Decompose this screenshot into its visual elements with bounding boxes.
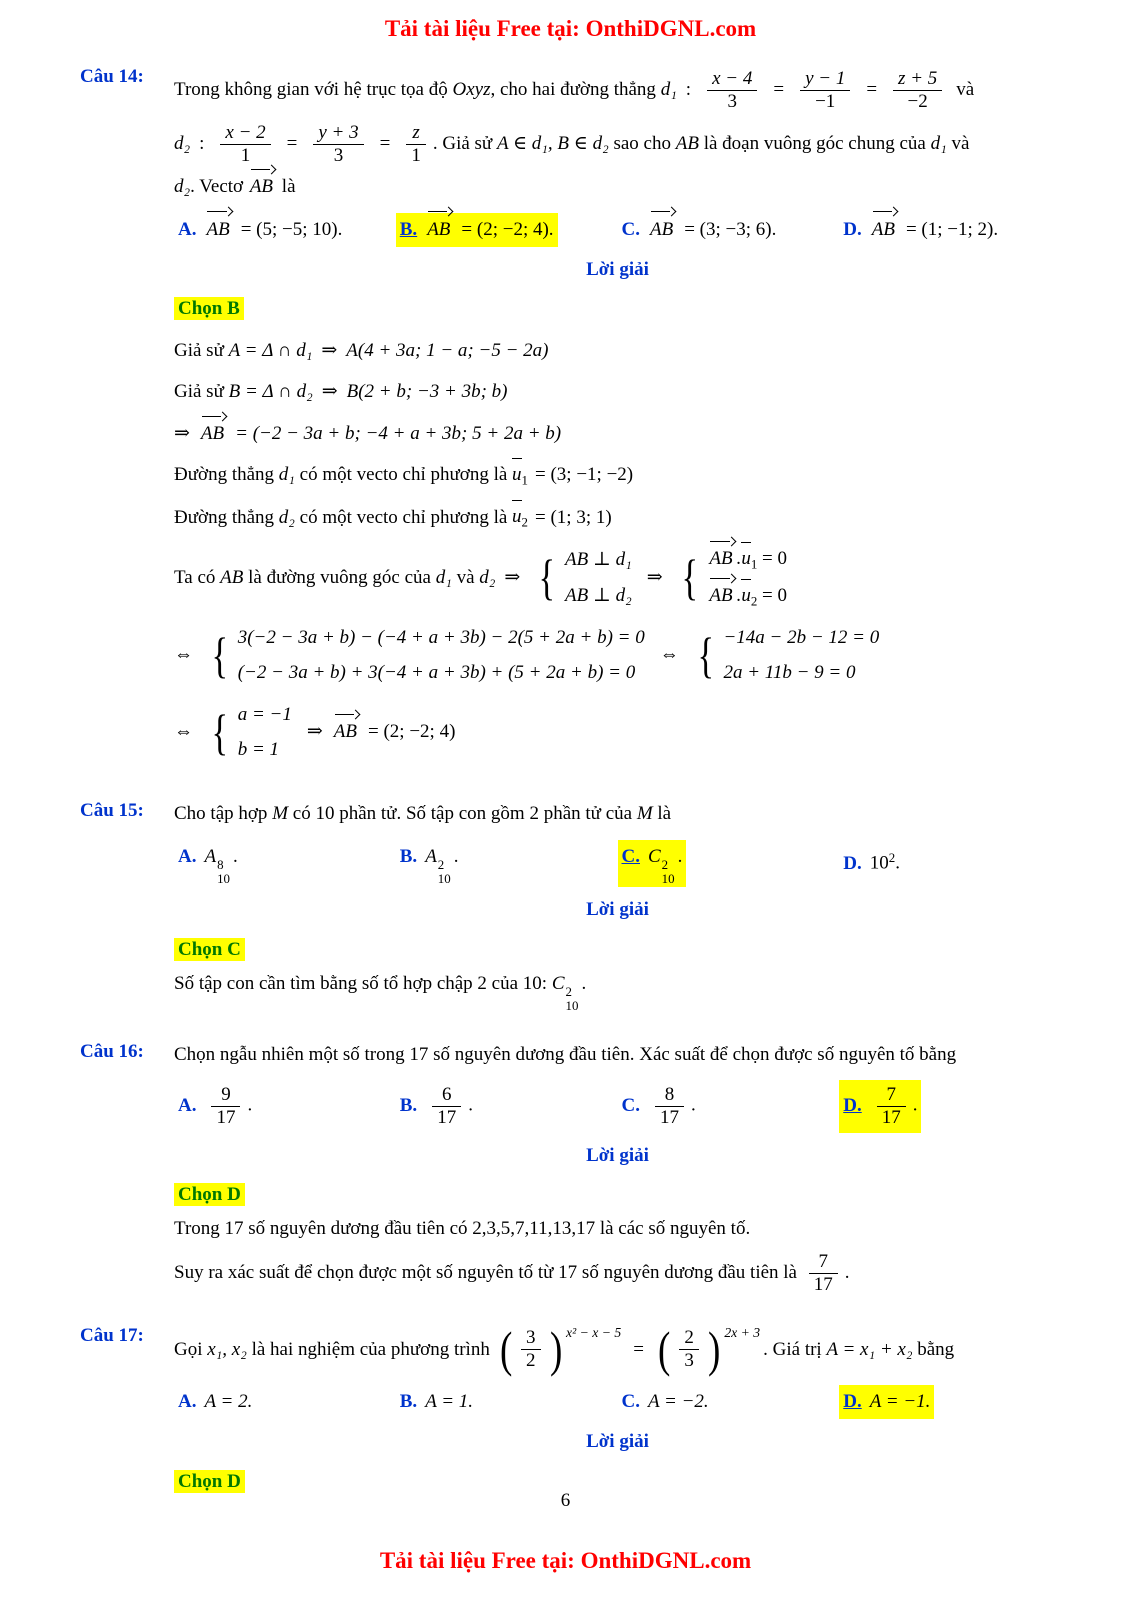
operator: = bbox=[633, 1338, 644, 1360]
choice-value: A = −2. bbox=[647, 1391, 709, 1413]
q16-statement bbox=[174, 1040, 1061, 1070]
fraction-denominator: −1 bbox=[800, 90, 850, 113]
question-14 bbox=[80, 62, 1061, 776]
fraction bbox=[809, 1251, 838, 1296]
text-run: là đường vuông góc của bbox=[243, 566, 436, 588]
math-run: AB bbox=[220, 566, 244, 588]
choice-content bbox=[174, 1385, 256, 1419]
dot-operator: . bbox=[736, 548, 742, 570]
loi-giai-heading: Lời giải bbox=[586, 1431, 649, 1453]
math-run: d₂ bbox=[479, 566, 496, 588]
fraction-denominator: 17 bbox=[211, 1106, 240, 1129]
math-run: = 0 bbox=[757, 548, 787, 570]
fraction-numerator: z + 5 bbox=[898, 68, 938, 89]
math-run: = (3; −1; −2) bbox=[535, 464, 634, 486]
power-expression bbox=[498, 1322, 622, 1378]
superscript: 2 bbox=[888, 850, 896, 866]
choice-a bbox=[174, 840, 396, 888]
fraction-denominator: 17 bbox=[432, 1106, 461, 1129]
fraction-denominator: 1 bbox=[406, 144, 426, 167]
dot-operator: . bbox=[736, 584, 742, 606]
fraction bbox=[707, 68, 757, 113]
chon-label: Chọn D bbox=[174, 1183, 245, 1206]
period: . bbox=[690, 1094, 696, 1116]
choice-content bbox=[396, 840, 463, 888]
text-run: bằng bbox=[912, 1338, 955, 1360]
subscript: 1 bbox=[750, 556, 758, 572]
math-run: d₁ bbox=[278, 464, 295, 486]
choice-b bbox=[396, 1385, 618, 1419]
choice-letter: D. bbox=[843, 1094, 862, 1116]
operator: = bbox=[379, 132, 391, 154]
correct-answer-highlight bbox=[839, 1385, 934, 1419]
choice-content bbox=[396, 1080, 477, 1133]
q14-choices bbox=[174, 213, 1061, 247]
system-row: AB ⊥ d₂ bbox=[565, 584, 632, 606]
text-run: và bbox=[946, 132, 970, 154]
choice-content bbox=[618, 1385, 713, 1419]
exponent: x² − x − 5 bbox=[566, 1325, 622, 1341]
solution-line bbox=[174, 336, 1061, 366]
period: . bbox=[468, 1094, 473, 1116]
choice-value: = (5; −5; 10). bbox=[240, 218, 343, 240]
choice-letter: B. bbox=[399, 218, 418, 240]
fraction-numerator: 7 bbox=[886, 1083, 896, 1105]
question-16 bbox=[80, 1037, 1061, 1302]
q15-solution bbox=[174, 969, 1061, 1014]
system-row: a = −1 bbox=[237, 703, 292, 725]
implies-arrow: ⇒ bbox=[321, 339, 338, 361]
math-run: d₁ bbox=[660, 79, 677, 101]
fraction-denominator: 3 bbox=[679, 1349, 699, 1372]
solution-line bbox=[174, 377, 1061, 407]
overline-u: u bbox=[512, 502, 522, 532]
text-run: . Giá trị bbox=[763, 1338, 827, 1360]
text-run: là đoạn vuông góc chung của bbox=[698, 132, 931, 154]
sup-sub-stack bbox=[438, 858, 451, 886]
fraction bbox=[800, 68, 850, 113]
period: . bbox=[844, 1261, 850, 1283]
superscript: 2 bbox=[661, 856, 669, 872]
math-run: A ∈ d₁, B ∈ d₂ bbox=[496, 132, 609, 154]
question-label: Câu 14: bbox=[80, 66, 144, 87]
fraction-numerator: z bbox=[412, 121, 420, 143]
text-run: Giả sử bbox=[174, 381, 229, 403]
vector-ab: AB bbox=[206, 214, 231, 246]
text-run: là bbox=[277, 176, 296, 198]
sup-sub-stack bbox=[566, 985, 579, 1013]
period: . bbox=[233, 845, 238, 867]
system-row bbox=[707, 544, 787, 575]
left-paren: ( bbox=[499, 1322, 512, 1378]
fraction-numerator: x − 4 bbox=[712, 68, 753, 89]
symbol-base: C bbox=[647, 845, 661, 867]
text-run: Đường thẳng bbox=[174, 464, 279, 486]
text-run: có 10 phần tử. Số tập con gồm 2 phần tử của bbox=[288, 803, 637, 825]
u-bar-sub bbox=[512, 502, 528, 533]
math-run: d₁ bbox=[435, 566, 452, 588]
text-run: Gọi bbox=[174, 1338, 208, 1360]
q16-solution-line2 bbox=[174, 1248, 1061, 1299]
system-row: AB ⊥ d₁ bbox=[565, 549, 632, 571]
choice-b bbox=[396, 840, 618, 888]
equation-system bbox=[535, 545, 631, 611]
system-rows bbox=[723, 623, 879, 689]
text-run: có một vecto chỉ phương là bbox=[294, 464, 513, 486]
math-run: AB bbox=[675, 132, 699, 154]
text-run: Chọn ngẫu nhiên một số trong 17 số nguyên dương đầu tiên. Xác suất để chọn được số nguyên tố bằng bbox=[174, 1043, 957, 1065]
choice-c bbox=[618, 213, 840, 247]
loi-giai-heading: Lời giải bbox=[586, 259, 649, 281]
question-body bbox=[174, 796, 1061, 1016]
choice-letter: A. bbox=[178, 845, 197, 867]
system-rows bbox=[238, 700, 292, 766]
chon-answer bbox=[174, 935, 1061, 965]
vector-ab: AB bbox=[427, 214, 452, 246]
chon-label: Chọn B bbox=[174, 297, 244, 320]
choice-letter: D. bbox=[843, 218, 862, 240]
vector-ab: AB bbox=[709, 581, 734, 611]
question-17 bbox=[80, 1321, 1061, 1501]
chon-answer bbox=[174, 1180, 1061, 1210]
sup-sub-stack bbox=[662, 858, 675, 886]
choice-value: A = 2. bbox=[204, 1391, 253, 1413]
math-run: A = x₁ + x₂ bbox=[826, 1338, 913, 1360]
solution-line bbox=[174, 502, 1061, 533]
implies-arrow: ⇒ bbox=[174, 422, 190, 444]
fraction-denominator: 1 bbox=[220, 144, 270, 167]
q14-statement-line1 bbox=[174, 65, 1061, 116]
right-paren: ) bbox=[549, 1322, 562, 1378]
symbol-base: A bbox=[425, 845, 437, 867]
text-run: Trong không gian với hệ trục tọa độ bbox=[174, 79, 453, 101]
choice-content bbox=[839, 213, 1002, 247]
correct-answer-highlight bbox=[839, 1080, 921, 1133]
text-run: . Giả sử bbox=[432, 132, 497, 154]
choice-value: A = 1. bbox=[425, 1391, 474, 1413]
text-run: sao cho bbox=[608, 132, 676, 154]
choice-c bbox=[618, 1385, 840, 1419]
left-brace: { bbox=[681, 550, 698, 606]
fraction bbox=[313, 122, 363, 167]
fraction-denominator: 3 bbox=[313, 144, 363, 167]
question-15 bbox=[80, 796, 1061, 1016]
period: . bbox=[453, 845, 459, 867]
exponent: 2x + 3 bbox=[724, 1325, 761, 1341]
choice-content bbox=[174, 1080, 256, 1133]
fraction-numerator: 9 bbox=[221, 1083, 231, 1105]
subscript: 1 bbox=[521, 472, 528, 488]
text-run: có một vecto chỉ phương là bbox=[294, 506, 513, 528]
text-run: và bbox=[451, 566, 480, 588]
text-run: và bbox=[956, 79, 975, 101]
period: . bbox=[677, 845, 683, 867]
overline-u: u bbox=[741, 544, 751, 574]
loi-giai-heading: Lời giải bbox=[586, 899, 649, 921]
q17-statement bbox=[174, 1322, 1061, 1378]
choice-value: = (1; −1; 2). bbox=[905, 218, 999, 240]
text-run: Giả sử bbox=[174, 339, 229, 361]
fraction-numerator: x − 2 bbox=[225, 121, 266, 143]
choice-content bbox=[396, 1385, 477, 1419]
system-rows bbox=[707, 544, 787, 611]
system-row: (−2 − 3a + b) + 3(−4 + a + 3b) + (5 + 2a + b) = 0 bbox=[237, 662, 636, 684]
subscript: 10 bbox=[217, 871, 230, 887]
fraction bbox=[521, 1327, 541, 1372]
period: . bbox=[912, 1094, 918, 1116]
paren-fraction bbox=[656, 1322, 722, 1378]
text-run: là hai nghiệm của phương trình bbox=[246, 1338, 495, 1360]
vector-ab: AB bbox=[709, 544, 734, 574]
fraction-denominator: 17 bbox=[809, 1273, 838, 1296]
question-label: Câu 17: bbox=[80, 1325, 144, 1347]
iff-arrow: ⇔ bbox=[659, 644, 679, 666]
system-row: b = 1 bbox=[237, 738, 280, 760]
q16-choices bbox=[174, 1080, 1061, 1133]
q15-statement bbox=[174, 799, 1061, 829]
header-banner: Tải tài liệu Free tại: OnthiDGNL.com bbox=[384, 16, 757, 41]
text-run: Trong 17 số nguyên dương đầu tiên có 2,3,5,7,11,13,17 là các số nguyên tố. bbox=[174, 1218, 751, 1240]
choice-letter: C. bbox=[621, 218, 640, 240]
fraction bbox=[432, 1084, 461, 1129]
loi-giai-heading: Lời giải bbox=[586, 1144, 649, 1166]
correct-answer-highlight bbox=[396, 213, 558, 247]
choice-d bbox=[839, 213, 1061, 247]
choice-letter: D. bbox=[843, 1391, 862, 1413]
correct-answer-highlight bbox=[618, 840, 687, 888]
solution-line bbox=[174, 623, 1061, 689]
fraction-numerator: 8 bbox=[664, 1083, 675, 1105]
question-label: Câu 16: bbox=[80, 1040, 144, 1062]
operator: = bbox=[866, 79, 878, 101]
operator: = bbox=[773, 79, 785, 101]
fraction-numerator: 6 bbox=[441, 1083, 452, 1105]
choice-a bbox=[174, 1080, 396, 1133]
choice-letter: A. bbox=[178, 218, 197, 240]
math-run: M bbox=[272, 803, 289, 825]
math-run: A(4 + 3a; 1 − a; −5 − 2a) bbox=[346, 339, 549, 361]
question-body bbox=[174, 1037, 1061, 1302]
choice-c bbox=[618, 840, 840, 888]
math-run: x₁, x₂ bbox=[207, 1338, 247, 1360]
operator: : bbox=[685, 79, 692, 101]
vector-ab: AB bbox=[650, 214, 675, 246]
math-run: = (−2 − 3a + b; −4 + a + 3b; 5 + 2a + b) bbox=[235, 422, 562, 444]
question-body bbox=[174, 62, 1061, 776]
fraction bbox=[877, 1084, 906, 1129]
choice-letter: A. bbox=[178, 1094, 197, 1116]
overline-u: u bbox=[512, 460, 522, 490]
symbol-base: C bbox=[551, 973, 565, 994]
choice-content bbox=[174, 840, 242, 888]
equation-system bbox=[678, 544, 787, 611]
choice-letter: C. bbox=[621, 1094, 640, 1116]
system-row: 2a + 11b − 9 = 0 bbox=[723, 662, 856, 684]
period: . bbox=[247, 1094, 253, 1116]
footer-banner: Tải tài liệu Free tại: OnthiDGNL.com bbox=[379, 1548, 752, 1573]
text-run: , cho hai đường thẳng bbox=[490, 79, 661, 101]
choice-c bbox=[618, 1080, 840, 1133]
superscript: 8 bbox=[217, 856, 224, 872]
choice-content bbox=[174, 213, 346, 247]
choice-d bbox=[839, 1385, 1061, 1419]
symbol-base: 10 bbox=[869, 852, 889, 874]
choice-letter: B. bbox=[399, 845, 418, 867]
fraction bbox=[679, 1327, 699, 1372]
vector-ab: AB bbox=[201, 419, 226, 449]
choice-letter: A. bbox=[178, 1391, 197, 1413]
solution-line bbox=[174, 544, 1061, 611]
math-run: = 0 bbox=[757, 584, 787, 606]
fraction-denominator: 2 bbox=[521, 1349, 541, 1372]
choice-content bbox=[618, 1080, 700, 1133]
left-brace: { bbox=[211, 704, 229, 760]
q15-choices bbox=[174, 840, 1061, 888]
choice-value: A = −1. bbox=[869, 1391, 931, 1413]
chon-answer bbox=[174, 294, 1061, 324]
text-run: . Vectơ bbox=[190, 176, 248, 198]
fraction-numerator: 3 bbox=[526, 1327, 536, 1349]
choice-letter: C. bbox=[621, 845, 640, 867]
fraction bbox=[211, 1084, 240, 1129]
choice-content bbox=[618, 213, 781, 247]
choice-letter: C. bbox=[621, 1391, 640, 1413]
question-label: Câu 15: bbox=[80, 800, 144, 822]
text-run: Số tập con cần tìm bằng số tổ hợp chập 2 của 10: bbox=[174, 973, 552, 994]
system-rows bbox=[565, 545, 632, 611]
left-brace: { bbox=[697, 627, 714, 683]
system-row bbox=[707, 581, 787, 612]
choice-content bbox=[839, 846, 904, 881]
choice-d bbox=[839, 846, 1061, 881]
operator: = bbox=[286, 132, 298, 154]
text-run: là bbox=[652, 803, 672, 825]
question-body bbox=[174, 1321, 1061, 1501]
fraction-denominator: −2 bbox=[893, 90, 942, 113]
implies-arrow: ⇒ bbox=[321, 381, 338, 403]
equation-system bbox=[208, 700, 292, 766]
q17-choices bbox=[174, 1385, 1061, 1419]
chon-label: Chọn C bbox=[174, 938, 245, 961]
choice-a bbox=[174, 213, 396, 247]
equation-system bbox=[694, 623, 880, 689]
q16-solution-line1 bbox=[174, 1214, 1061, 1244]
page-number: 6 bbox=[560, 1490, 571, 1511]
system-row: −14a − 2b − 12 = 0 bbox=[723, 626, 880, 648]
vector-ab: AB bbox=[872, 214, 897, 246]
math-run: d₂ bbox=[278, 506, 295, 528]
fraction bbox=[655, 1084, 684, 1129]
math-run: = (2; −2; 4) bbox=[368, 721, 456, 743]
math-run: d₂ bbox=[174, 176, 191, 198]
superscript: 2 bbox=[437, 856, 445, 872]
u-bar-sub bbox=[512, 460, 528, 491]
left-paren: ( bbox=[657, 1322, 671, 1378]
symbol-base: A bbox=[204, 845, 217, 867]
math-run: M bbox=[636, 803, 653, 825]
fraction-denominator: 17 bbox=[877, 1106, 906, 1129]
fraction bbox=[406, 122, 426, 167]
math-run: A = Δ ∩ d₁ bbox=[228, 339, 313, 361]
implies-arrow: ⇒ bbox=[306, 721, 323, 743]
choice-letter: B. bbox=[399, 1094, 418, 1116]
iff-arrow: ⇔ bbox=[174, 644, 193, 666]
fraction-denominator: 3 bbox=[707, 90, 757, 113]
iff-arrow: ⇔ bbox=[174, 721, 193, 743]
implies-arrow: ⇒ bbox=[504, 566, 521, 588]
period: . bbox=[895, 852, 900, 874]
choice-value: = (3; −3; 6). bbox=[684, 218, 777, 240]
overline-u: u bbox=[741, 581, 751, 611]
subscript: 10 bbox=[661, 871, 675, 887]
left-brace: { bbox=[211, 627, 229, 683]
choice-value: = (2; −2; 4). bbox=[461, 218, 554, 240]
superscript: 2 bbox=[565, 984, 572, 1000]
paren-fraction bbox=[498, 1322, 564, 1378]
text-run: Suy ra xác suất để chọn được một số nguyên tố từ 17 số nguyên dương đầu tiên là bbox=[174, 1261, 802, 1283]
math-run: d₁ bbox=[930, 132, 947, 154]
operator: : bbox=[199, 132, 205, 154]
solution-line bbox=[174, 460, 1061, 491]
math-run: = (1; 3; 1) bbox=[535, 506, 612, 528]
choice-b bbox=[396, 213, 618, 247]
vector-ab: AB bbox=[334, 717, 359, 747]
right-paren: ) bbox=[707, 1322, 721, 1378]
choice-letter: D. bbox=[843, 852, 862, 874]
fraction bbox=[893, 68, 942, 113]
system-row: 3(−2 − 3a + b) − (−4 + a + 3b) − 2(5 + 2a + b) = 0 bbox=[237, 626, 645, 648]
fraction-numerator: 7 bbox=[818, 1250, 828, 1272]
vector-ab: AB bbox=[250, 172, 275, 202]
equation-system bbox=[208, 623, 645, 689]
left-brace: { bbox=[538, 550, 556, 606]
fraction-denominator: 17 bbox=[655, 1106, 684, 1129]
math-run: d₂ bbox=[174, 132, 191, 154]
choice-b bbox=[396, 1080, 618, 1133]
math-run: B(2 + b; −3 + 3b; b) bbox=[346, 381, 508, 403]
subscript: 10 bbox=[565, 998, 579, 1014]
power-expression bbox=[656, 1322, 761, 1378]
q14-statement-line3 bbox=[174, 172, 1061, 202]
fraction-numerator: y − 1 bbox=[805, 68, 846, 89]
system-rows bbox=[238, 623, 645, 689]
text-run: Đường thẳng bbox=[174, 506, 279, 528]
text-run: Ta có bbox=[174, 566, 221, 588]
fraction bbox=[220, 122, 270, 167]
implies-arrow: ⇒ bbox=[646, 566, 663, 588]
text-run: Cho tập hợp bbox=[174, 803, 273, 825]
math-run: Oxyz bbox=[452, 79, 491, 101]
solution-line bbox=[174, 700, 1061, 766]
subscript: 2 bbox=[521, 514, 528, 530]
choice-a bbox=[174, 1385, 396, 1419]
solution-line bbox=[174, 419, 1061, 449]
math-run: B = Δ ∩ d₂ bbox=[228, 381, 313, 403]
chon-label: Chọn D bbox=[174, 1470, 245, 1493]
subscript: 10 bbox=[437, 871, 451, 887]
fraction-numerator: y + 3 bbox=[318, 121, 359, 143]
choice-letter: B. bbox=[399, 1391, 418, 1413]
choice-d bbox=[839, 1080, 1061, 1133]
period: . bbox=[581, 973, 587, 994]
q14-statement-line2 bbox=[174, 119, 1061, 170]
sup-sub-stack bbox=[217, 858, 230, 886]
fraction-numerator: 2 bbox=[684, 1327, 694, 1349]
subscript: 2 bbox=[750, 593, 758, 609]
